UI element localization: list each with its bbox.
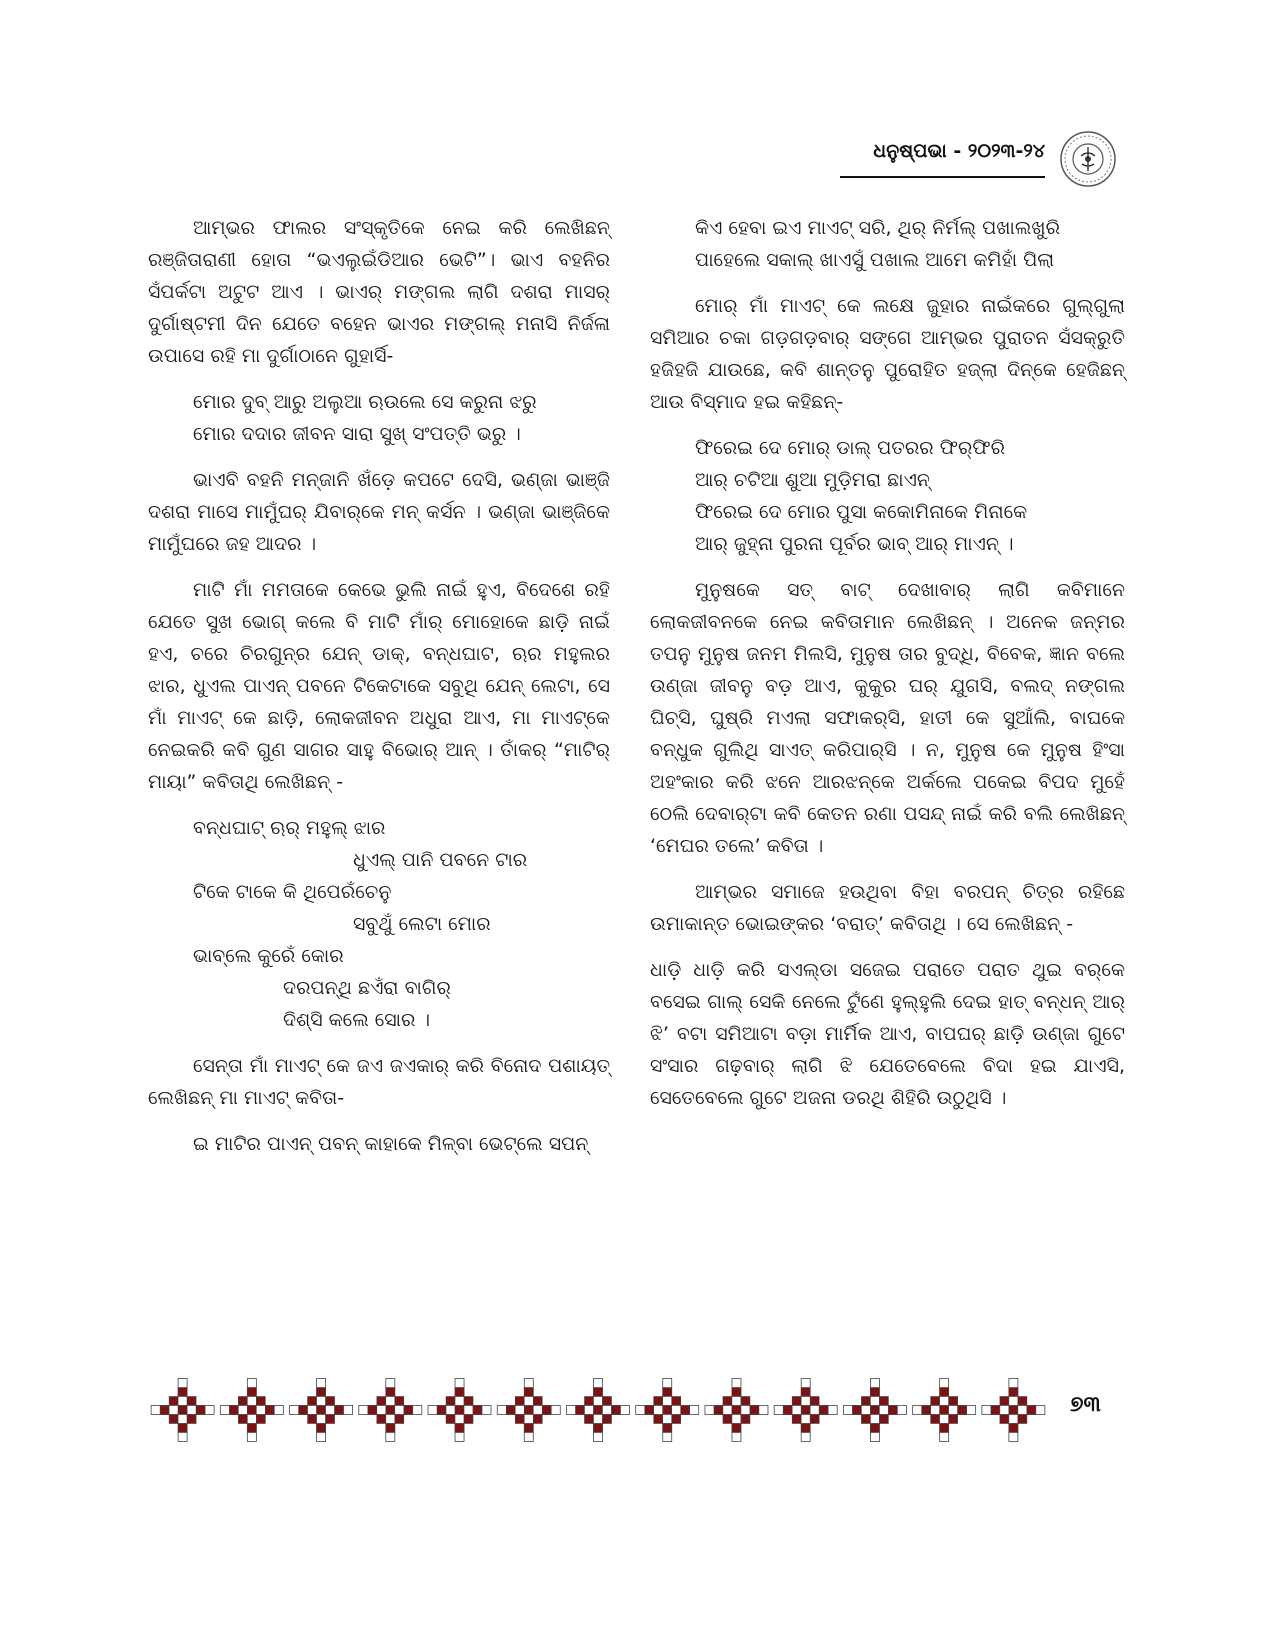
ornament-motif — [290, 1379, 353, 1442]
verse-block — [193, 386, 610, 450]
ornament-motif — [567, 1379, 630, 1442]
verse-line: ଆର୍ ଜୁହ୍ନା ପୁରନା ପୂର୍ବର ଭାବ୍ ଆର୍ ମାଏନ୍ । — [695, 533, 1014, 555]
emblem-seal-icon — [1059, 130, 1117, 188]
ornament-motif — [428, 1379, 491, 1442]
paragraph: ମୁନୁଷକେ ସତ୍ ବାଟ୍ ଦେଖାବାର୍ ଲାଗି କବିମାନେ ଲୋକଜୀବନକେ ନେଇ କବିତାମାନ ଲେଖିଛନ୍ । ଅନେକ ଜନ୍ମର ତପନୁ ମୁନୁଷ ଜନମ ମିଲସି, ମୁନୁଷ ତାର ବୁଦ୍ଧି, ବିବେକ, ଜ୍ଞାନ ବଲେ ଉଣ୍ଜା ଜୀବନୁ ବଡ଼ ଆଏ, କୁକୁର ଘର୍ ଯୁଗସି, ବଲଦ୍ ନଙ୍ଗଲ ଘିଚ୍‌ସି, ଘୁଷ୍ରି ମଏଲା ସଫାକର୍‌ସି, ହାତୀ କେ ସୁଆଁଲି, ବାଘକେ ବନ୍ଧୁକ ଗୁଲିଥି ସାଏତ୍ କରିପାର୍‌ସି । ନ, ମୁନୁଷ କେ ମୁନୁଷ ହିଂସା ଅହଂକାର କରି ଝନେ ଆରଝନ୍‌କେ ଅର୍କଲେ ପକେଇ ବିପଦ ମୁହେଁ ଠେଲି ଦେବାର୍‌ଟା କବି କେତନ ରଣା ପସନ୍ଦ୍ ନାଇଁ କରି ବଲି ଲେଖିଛନ୍ ‘ମେଘର ତଲେ’ କବିତା । — [650, 579, 1125, 857]
verse-line: ଦିଶ୍‌ସି କଲେ ସୋର । — [283, 1009, 430, 1031]
ornament-motif — [151, 1379, 214, 1442]
verse-line: ଫିରେଇ ଦେ ମୋର ପୁସା କକୋମିନାକେ ମିନାକେ — [695, 501, 1028, 523]
ornament-motif — [913, 1379, 976, 1442]
ornament-motif — [705, 1379, 768, 1442]
footer-ornament-band — [148, 1375, 1048, 1445]
verse-line: ବନ୍ଧଘାଟ୍ ଋର୍ ମହୁଲ୍ ଝାର — [193, 817, 386, 839]
ornament-motif — [220, 1379, 283, 1442]
paragraph: ମୋର୍ ମାଁ ମାଏଟ୍ କେ ଲକ୍ଷେ ଜୁହାର ନାଇଁକରେ ଗୁଲ୍‌ଗୁଲା ସମିଆର ଚକା ଗଡ଼ଗଡ଼ବାର୍ ସଙ୍ଗେ ଆମ୍ଭର ପୁରାତନ ସଁସକ୍ରୁତି ହଜିହଜି ଯାଉଛେ, କବି ଶାନ୍ତନୁ ପୁରୋହିତ ହଜ୍‌ଲା ଦିନ୍‌କେ ହେଜିଛନ୍ ଆଉ ବିସ୍ମାଦ ହଇ କହିଛନ୍- — [650, 295, 1125, 413]
page-header — [697, 130, 1117, 200]
verse-line: ମୋର ଦଦାର ଜୀବନ ସାରା ସୁଖ୍ ସଂପତ୍ତି ଭରୁ । — [193, 423, 521, 445]
verse-line: ଟିକେ ଟାକେ କି ଥିପେରଁଚେନୁ — [193, 881, 392, 903]
ornament-motif — [774, 1379, 837, 1442]
paragraph: ଆମ୍ଭର ଫାଲର ସଂସ୍କୃତିକେ ନେଇ କରି ଲେଖିଛନ୍ ରଞ୍ଜିତାରାଣୀ ହୋତା “ଭଏଲୁଇଁଡିଆର ଭେଟି”। ଭାଏ ବହନିର ସଁପର୍କଟା ଅଟୁଟ ଆଏ । ଭାଏର୍ ମଙ୍ଗଲ ଲାଗି ଦଶରା ମାସର୍ ଦୁର୍ଗାଷ୍ଟମୀ ଦିନ ଯେତେ ବହେନ ଭାଏର ମଙ୍ଗଲ୍ ମନାସି ନିର୍ଜଳା ଉପାସେ ରହି ମା ଦୁର୍ଗାଠାନେ ଗୁହାର୍ସି- — [148, 217, 610, 367]
verse-block — [193, 812, 610, 1036]
right-column — [650, 212, 1125, 1128]
ornament-row — [148, 1375, 1048, 1445]
left-column — [148, 212, 610, 1174]
ornament-motif — [636, 1379, 699, 1442]
verse-block — [193, 1128, 610, 1160]
verse-line: ଇ ମାଟିର ପାଏନ୍ ପବନ୍ କାହାକେ ମିଳ୍‌ବା ଭେଟ୍‌ଲେ ସପନ୍ — [193, 1133, 589, 1155]
verse-line: ସବୁଥୁଁ ଲେଟା ମୋର — [353, 913, 491, 935]
verse-block — [695, 212, 1125, 276]
paragraph: ସେନ୍ତା ମାଁ ମାଏଟ୍ କେ ଜଏ ଜଏକାର୍ କରି ବିନୋଦ ପଶାୟତ୍ ଲେଖିଛନ୍ ମା ମାଏଟ୍ କବିତା- — [148, 1055, 610, 1109]
verse-block — [695, 432, 1125, 560]
verse-line: ଫିରେଇ ଦେ ମୋର୍ ଡାଲ୍ ପତରର ଫିର୍‌ଫିରି — [695, 437, 1006, 459]
verse-line: ଧୁଏଲ୍ ପାନି ପବନେ ଟାର — [353, 849, 528, 871]
ornament-motif — [497, 1379, 560, 1442]
verse-line: ଦରପନ୍‌ଥି ଛଏଁରା ବାଗିର୍ — [283, 977, 451, 999]
journal-title: ଧନୁଷ୍ପଭା - ୨୦୨୩-୨୪ — [873, 140, 1045, 162]
paragraph: ଭାଏବି ବହନି ମନ୍‌ଜାନି ଖଁଡ଼େ କପଟେ ଦେସି, ଭଣ୍ଜା ଭାଞ୍ଜି ଦଶରା ମାସେ ମାମୁଁଘର୍ ଯିବାର୍‌କେ ମନ୍ କର୍ସନ । ଭଣ୍ଜା ଭାଞ୍ଜିକେ ମାମୁଁଘରେ ଜହ ଆଦର । — [148, 469, 610, 555]
verse-line: ପାହେଲେ ସକାଲ୍ ଖାଏସୁଁ ପଖାଲ ଆମେ କମିହାଁ ପିଲା — [695, 249, 1055, 271]
ornament-motif — [982, 1379, 1045, 1442]
paragraph: ମାଟି ମାଁ ମମତାକେ କେଭେ ଭୁଲି ନାଇଁ ହୁଏ, ବିଦେଶେ ରହି ଯେତେ ସୁଖ ଭୋଗ୍ କଲେ ବି ମାଟି ମାଁର୍ ମୋହୋକେ ଛାଡ଼ି ନାଇଁ ହଏ, ଚରେ ଚିରଗୁନ୍‌ର ଯେନ୍ ଡାକ୍, ବନ୍ଧଘାଟ, ଋର ମହୁଲର ଝାର, ଧୁଏଲ ପାଏନ୍ ପବନେ ଟିକେଟାକେ ସବୁଥି ଯେନ୍ ଲେଟା, ସେ ମାଁ ମାଏଟ୍ କେ ଛାଡ଼ି, ଲୋକଜୀବନ ଅଧୁରା ଆଏ, ମା ମାଏଟ୍‌କେ ନେଇକରି କବି ଗୁଣ ସାଗର ସାହୁ ବିଭୋର୍ ଆନ୍ । ତାଁକର୍ “ମାଟିର୍ ମାୟା” କବିତାଥି ଲେଖିଛନ୍ - — [148, 579, 610, 793]
ornament-motif — [843, 1379, 906, 1442]
verse-line: ମୋର ଦୁବ୍ ଆରୁ ଅଲୁଆ ଋଉଲେ ସେ କରୁନା ଝରୁ — [193, 391, 537, 413]
verse-line: ଭାବ୍‌ଲେ କୁରେଁ କୋର — [193, 945, 344, 967]
paragraph: ଧାଡ଼ି ଧାଡ଼ି କରି ସଏଲ୍‌ଡା ସଜେଇ ପରାତେ ପରାତ ଥୁଇ ବର୍‌କେ ବସେଇ ଗାଲ୍ ସେକି ନେଲେ ଟୁଁଣେ ହୁଲ୍‌ହୁଲି ଦେଇ ହାତ୍ ବନ୍ଧନ୍ ଆର୍ ଝି’ ବଟା ସମିଆଟା ବଡ଼ା ମାର୍ମିକ ଆଏ, ବାପଘର୍ ଛାଡ଼ି ଉଣ୍ଜା ଗୁଟେ ସଂସାର ଗଢ଼ବାର୍ ଲାଗି ଝି ଯେତେବେଲେ ବିଦା ହଇ ଯାଏସି, ସେତେବେଲେ ଗୁଟେ ଅଜନା ଡରଥି ଶିହିରି ଉଠୁଥିସି । — [650, 959, 1125, 1109]
verse-line: ଆର୍ ଚଟିଆ ଶୁଆ ମୁଡ଼ିମରା ଛାଏନ୍ — [695, 469, 930, 491]
page-number: ୭୩ — [1070, 1392, 1101, 1417]
verse-line: କିଏ ହେବା ଇଏ ମାଏଟ୍ ସରି, ଥିର୍ ନିର୍ମଲ୍ ପଖାଲଖୁରି — [695, 217, 1060, 239]
ornament-motif — [359, 1379, 422, 1442]
header-underline — [840, 176, 1045, 178]
paragraph: ଆମ୍ଭର ସମାଜେ ହଉଥିବା ବିହା ବରପନ୍ ଚିତ୍ର ରହିଛେ ଉମାକାନ୍ତ ଭୋଇଙ୍କର ‘ବରାତ୍’ କବିତାଥି । ସେ ଲେଖିଛନ୍ - — [650, 881, 1125, 935]
